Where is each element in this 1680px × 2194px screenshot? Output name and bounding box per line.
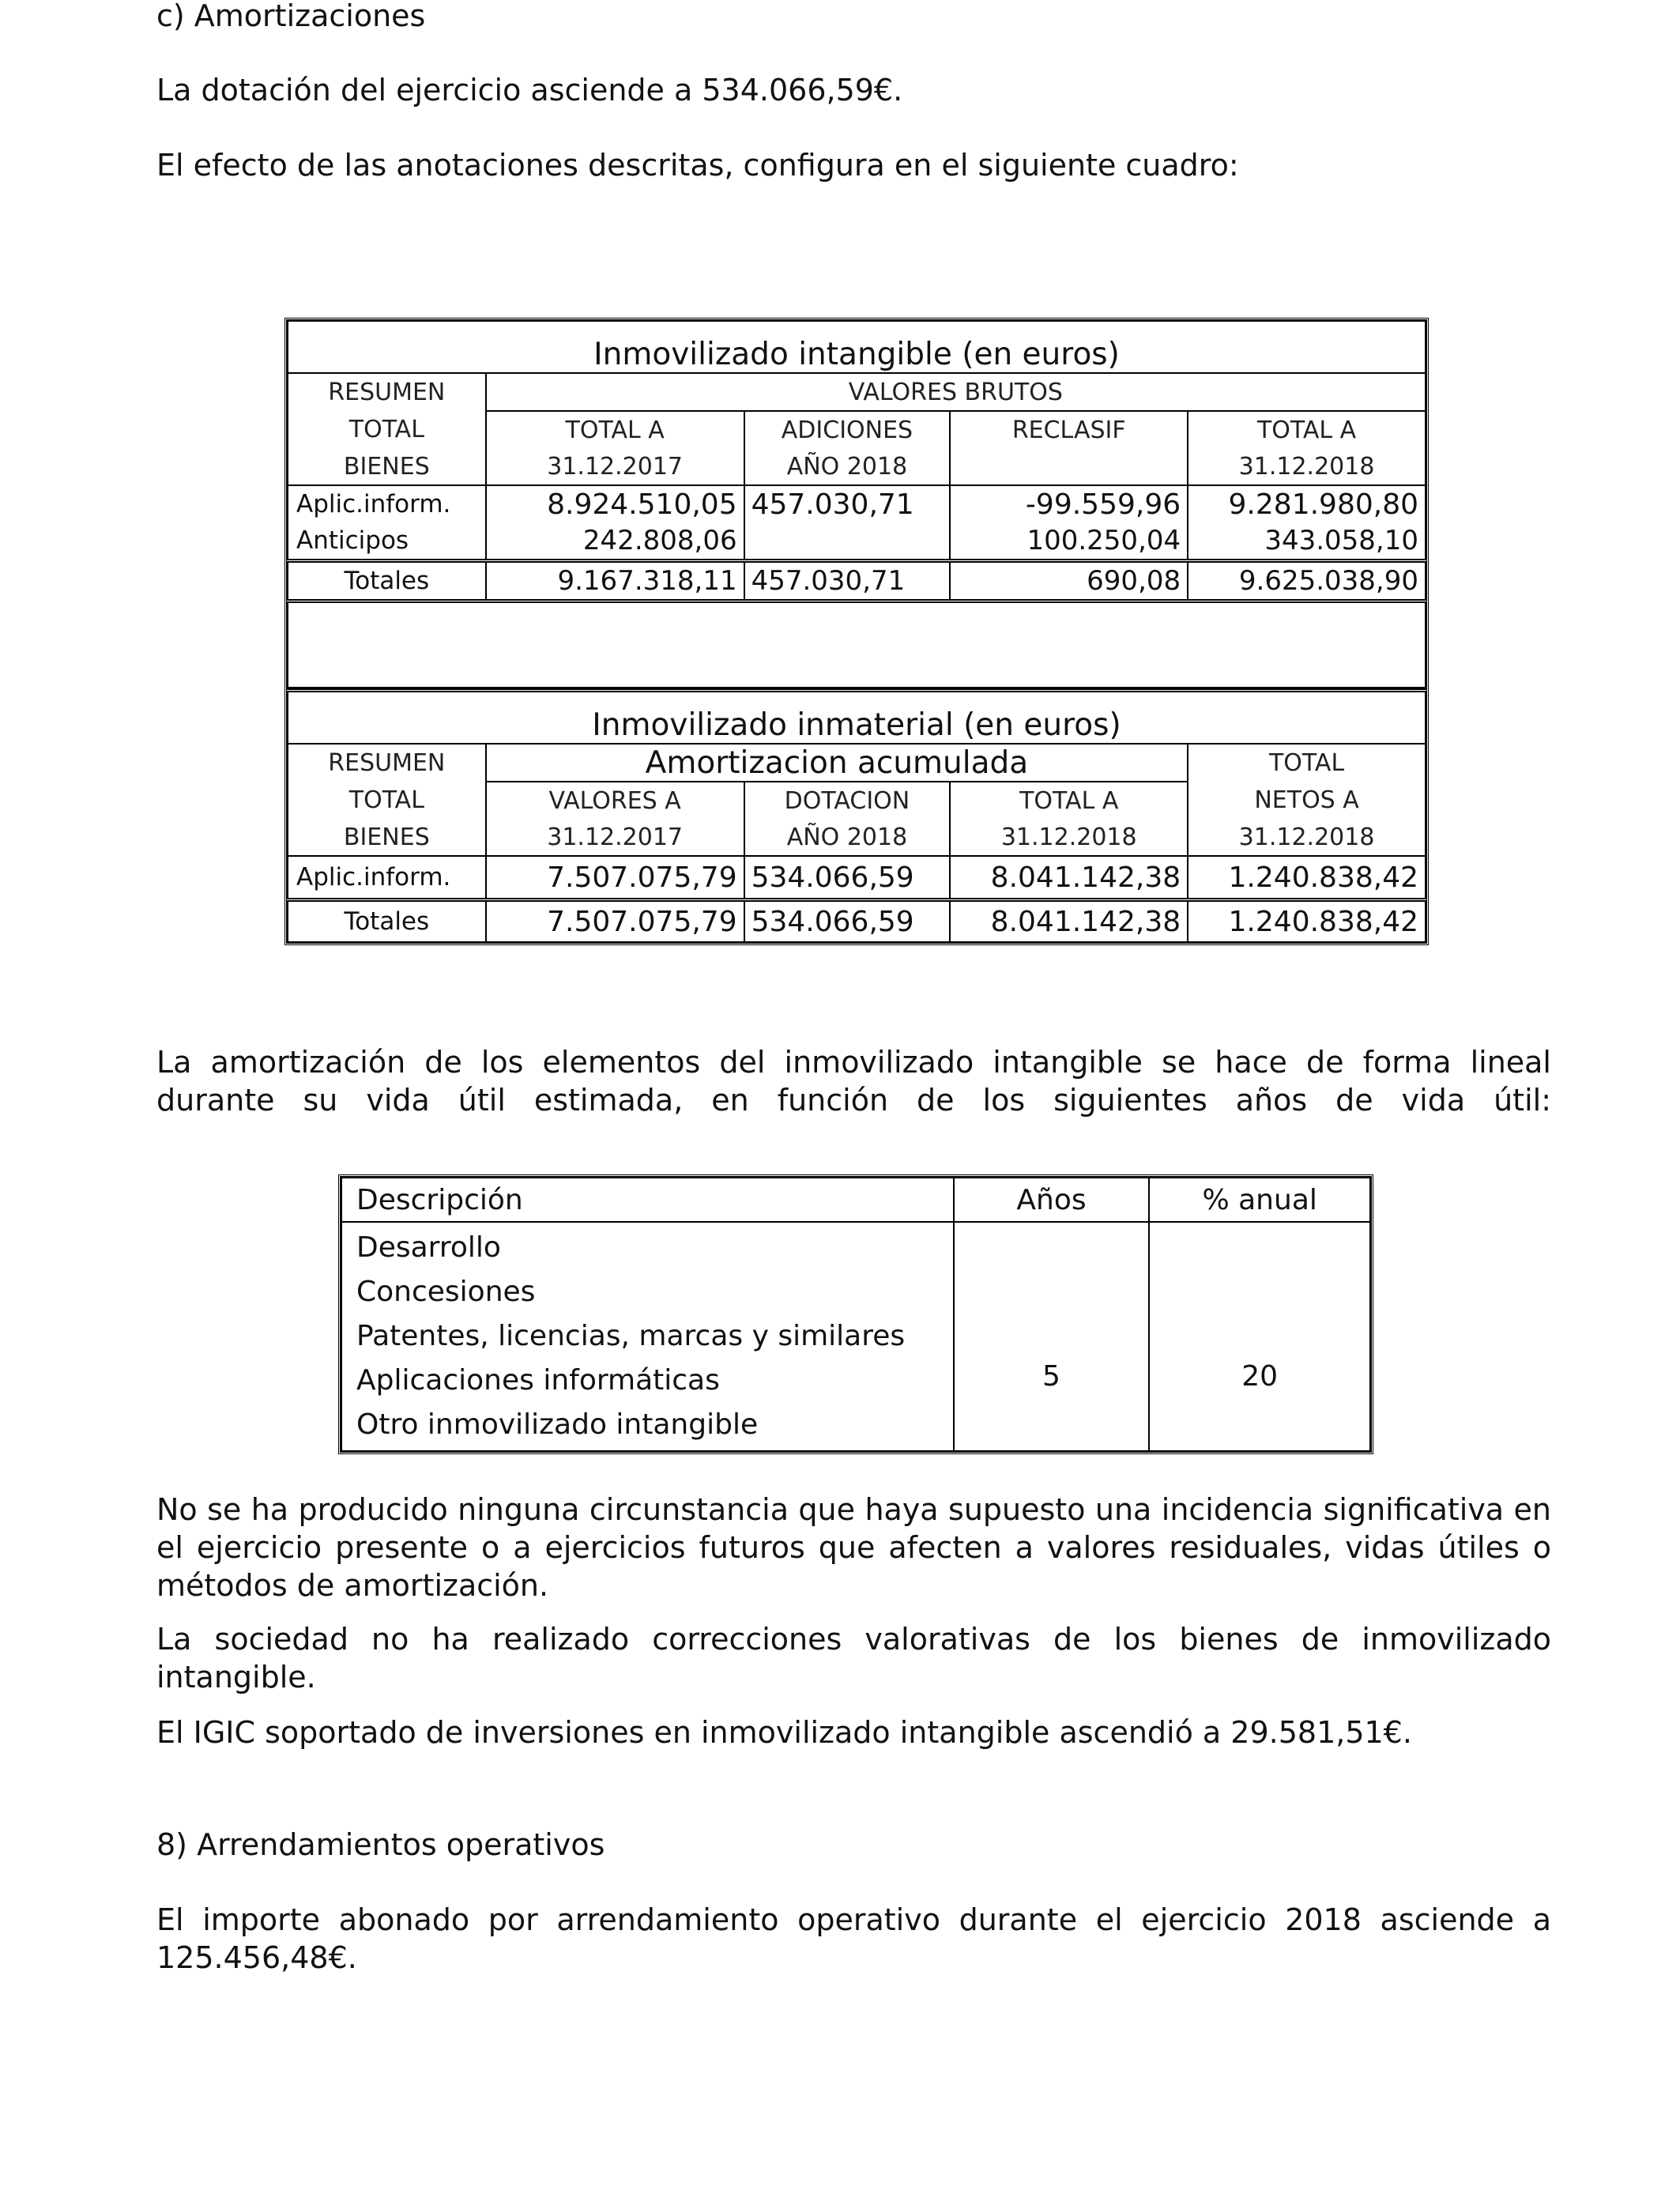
cell-value: 8.041.142,38 xyxy=(950,900,1188,943)
section-heading-amortizaciones: c) Amortizaciones xyxy=(156,0,426,33)
section-heading-arrendamientos: 8) Arrendamientos operativos xyxy=(156,1827,605,1862)
paragraph-igic: El IGIC soportado de inversiones en inmovilizado intangible ascendió a 29.581,51€. xyxy=(156,1715,1412,1750)
cell-value: 8.041.142,38 xyxy=(950,856,1188,900)
list-item: Concesiones xyxy=(356,1276,536,1308)
header-pct-anual: % anual xyxy=(1149,1178,1370,1222)
cell-value: 9.625.038,90 xyxy=(1188,561,1426,601)
anos-value: 5 xyxy=(1042,1359,1060,1393)
header-bienes: BIENES xyxy=(288,819,486,856)
col-header-date xyxy=(950,448,1188,485)
col-header: TOTAL A xyxy=(486,411,744,448)
paragraph-no-circunstancia: No se ha producido ninguna circunstancia que haya supuesto una incidencia significativa en el ejercicio presente o a ejercicios futuros que afecten a valores residuales, vidas útiles o métodos de amortización. xyxy=(156,1492,1551,1603)
paragraph-dotacion: La dotación del ejercicio asciende a 534.066,59€. xyxy=(156,73,903,107)
col-header-date: 31.12.2017 xyxy=(486,819,744,856)
cell-value: 9.167.318,11 xyxy=(486,561,744,601)
totals-label: Totales xyxy=(288,561,486,601)
list-item: Otro inmovilizado intangible xyxy=(356,1408,759,1441)
cell-value: 457.030,71 xyxy=(744,561,951,601)
header-resumen: RESUMEN xyxy=(288,373,486,411)
paragraph-efecto: El efecto de las anotaciones descritas, configura en el siguiente cuadro: xyxy=(156,148,1239,183)
cell-value: 242.808,06 xyxy=(486,522,744,561)
col-header: ADICIONES xyxy=(744,411,951,448)
pct-value: 20 xyxy=(1241,1359,1279,1393)
header-amort-acumulada: Amortizacion acumulada xyxy=(486,744,1188,782)
row-label: Anticipos xyxy=(288,522,486,561)
col-header-date: AÑO 2018 xyxy=(744,819,951,856)
table-title: Inmovilizado inmaterial (en euros) xyxy=(288,691,1426,745)
table-inmovilizado-inmaterial xyxy=(287,688,1426,943)
col-header-date: 31.12.2017 xyxy=(486,448,744,485)
cell-value: 690,08 xyxy=(950,561,1188,601)
col-header: DOTACION xyxy=(744,782,951,819)
col-header: TOTAL A xyxy=(1188,411,1426,448)
cell-value: 7.507.075,79 xyxy=(486,900,744,943)
col-header: VALORES A xyxy=(486,782,744,819)
cell-value: 457.030,71 xyxy=(744,485,951,522)
col-header-date: 31.12.2018 xyxy=(950,819,1188,856)
totals-label: Totales xyxy=(288,900,486,943)
cell-pct xyxy=(1149,1222,1370,1451)
cell-value: 1.240.838,42 xyxy=(1188,856,1426,900)
table-row xyxy=(288,856,1426,900)
header-descripcion: Descripción xyxy=(341,1178,954,1222)
header-bienes: BIENES xyxy=(288,448,486,485)
cell-anos xyxy=(954,1222,1150,1451)
cell-value: 534.066,59 xyxy=(744,856,951,900)
list-item: Desarrollo xyxy=(356,1231,501,1264)
intangible-tables-frame xyxy=(284,318,1429,945)
description-list xyxy=(341,1222,954,1451)
table-vida-util xyxy=(341,1177,1371,1452)
cell-value: 9.281.980,80 xyxy=(1188,485,1426,522)
paragraph-amortizacion-lineal: La amortización de los elementos del inmovilizado intangible se hace de forma lineal durante su vida útil estimada, en función de los siguientes años de vida útil: xyxy=(156,1045,1551,1118)
cell-value: 7.507.075,79 xyxy=(486,856,744,900)
header-total: TOTAL xyxy=(288,411,486,448)
header-valores-brutos: VALORES BRUTOS xyxy=(486,373,1426,411)
table-inmovilizado-intangible xyxy=(287,320,1426,688)
col-header: TOTAL A xyxy=(950,782,1188,819)
cell-value xyxy=(744,522,951,561)
table-row xyxy=(288,485,1426,522)
header-netos-total: TOTAL xyxy=(1188,744,1426,782)
header-resumen: RESUMEN xyxy=(288,744,486,782)
cell-value: 343.058,10 xyxy=(1188,522,1426,561)
totals-row xyxy=(288,900,1426,943)
col-header-date: AÑO 2018 xyxy=(744,448,951,485)
totals-row xyxy=(288,561,1426,601)
col-header: RECLASIF xyxy=(950,411,1188,448)
spacer-cell xyxy=(288,601,1426,688)
header-total: TOTAL xyxy=(288,782,486,819)
header-netos-date: 31.12.2018 xyxy=(1188,819,1426,856)
cell-value: 1.240.838,42 xyxy=(1188,900,1426,943)
table-row xyxy=(288,522,1426,561)
header-anos: Años xyxy=(954,1178,1150,1222)
row-label: Aplic.inform. xyxy=(288,856,486,900)
cell-value: 8.924.510,05 xyxy=(486,485,744,522)
col-header-date: 31.12.2018 xyxy=(1188,448,1426,485)
list-item: Patentes, licencias, marcas y similares xyxy=(356,1320,906,1352)
row-label: Aplic.inform. xyxy=(288,485,486,522)
list-item: Aplicaciones informáticas xyxy=(356,1364,720,1397)
header-netos-a: NETOS A xyxy=(1188,782,1426,819)
cell-value: 534.066,59 xyxy=(744,900,951,943)
useful-life-table-frame xyxy=(338,1174,1373,1454)
paragraph-arrendamiento: El importe abonado por arrendamiento operativo durante el ejercicio 2018 asciende a 125.456,48€. xyxy=(156,1902,1551,1975)
cell-value: -99.559,96 xyxy=(950,485,1188,522)
table-title: Inmovilizado intangible (en euros) xyxy=(288,321,1426,373)
paragraph-sociedad: La sociedad no ha realizado correcciones valorativas de los bienes de inmovilizado intangible. xyxy=(156,1622,1551,1695)
cell-value: 100.250,04 xyxy=(950,522,1188,561)
